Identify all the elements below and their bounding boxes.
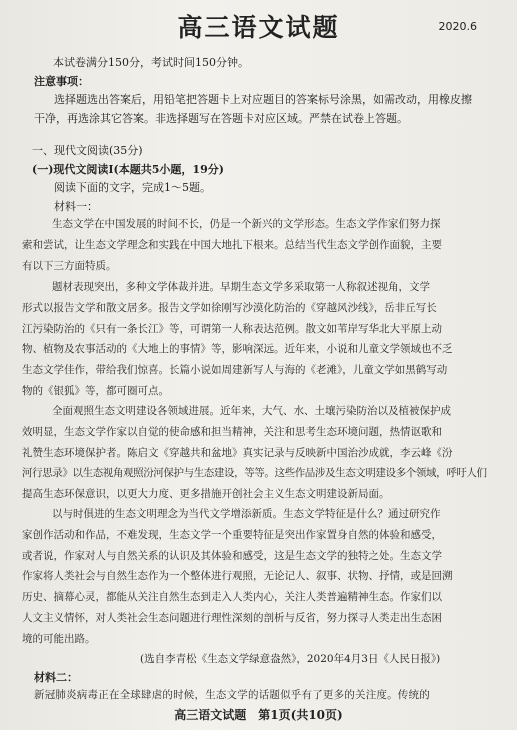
paragraph-line: 有以下三方面特质。 bbox=[22, 259, 117, 272]
paragraph-line: 全面观照生态文明建设各领域进展。近年来，大气、水、土壤污染防治以及植被保护成 bbox=[52, 405, 451, 417]
paragraph-line: 家创作活动和作品，不难发现，生态文学一个重要特征是突出作家置身自然的体验和感受， bbox=[22, 528, 442, 541]
paragraph-3 bbox=[22, 401, 492, 505]
paragraph-line: 生态文学在中国发展的时间不长，仍是一个新兴的文学形态。生态文学作家们努力探 bbox=[52, 218, 441, 230]
paragraph-line: 物的《银狐》等，都可圈可点。 bbox=[22, 384, 169, 397]
paragraph-4 bbox=[22, 504, 492, 650]
paragraph-line: 人文主义情怀，对人类社会生态问题进行理性深刻的剖析与反省，努力探寻人类走出生态困 bbox=[22, 611, 442, 624]
paragraph-line: 礼赞生态环境保护者。陈启文《穿越共和盆地》真实记录与反映新中国治沙成就，李云峰《汾 bbox=[22, 446, 453, 459]
paragraph-line: 或者说，作家对人与自然关系的认识及其体验和感受，这是生态文学的独特之处。生态文学 bbox=[22, 549, 442, 562]
paragraph-line: 境的可能出路。 bbox=[22, 632, 96, 645]
paragraph-line: 题材表现突出，多种文学体裁并进。早期生态文学多采取第一人称叙述视角，文学 bbox=[52, 281, 430, 293]
paragraph-line: 索和尝试，让生态文学理念和实践在中国大地扎下根来。总结当代生态文学创作面貌，主要 bbox=[22, 238, 442, 251]
exam-intro: 本试卷满分150分，考试时间150分钟。 bbox=[53, 56, 249, 69]
paragraph-1 bbox=[22, 214, 492, 276]
paragraph-2 bbox=[22, 277, 492, 402]
paragraph-line: 形式以报告文学和散文居多。报告文学如徐刚写沙漠化防治的《穿越风沙线》，岳非丘写长 bbox=[22, 301, 437, 314]
material-2-line: 新冠肺炎病毒正在全球肆虐的时候，生态文学的话题似乎有了更多的关注度。传统的 bbox=[34, 689, 430, 701]
page-title: 高三语文试题 bbox=[177, 13, 340, 42]
material-1-label: 材料一： bbox=[54, 200, 98, 213]
paragraph-line: 作家将人类社会与自然生态作为一个整体进行观照，无论记人、叙事、状物、抒情，或是回溯 bbox=[22, 570, 453, 583]
page-footer: 高三语文试题 第1页(共10页) bbox=[174, 708, 343, 722]
reading-instruction: 阅读下面的文字，完成1～5题。 bbox=[54, 181, 211, 194]
paragraph-line: 提高生态环保意识，以更大力度、更多措施开创社会主义生态文明建设新局面。 bbox=[22, 488, 390, 501]
paragraph-line: 历史、摘幕心灵，都能从关注自然生态到走入人类内心，关注人类普遍精神生态。作家们以 bbox=[22, 591, 442, 604]
paragraph-line: 生态文学佳作，带给我们惊喜。长篇小说如周建新写人与海的《老滩》，儿童文学如黑鹤写动 bbox=[22, 364, 448, 377]
material-1-citation: (选自李青松《生态文学绿意盎然》，2020年4月3日《人民日报》) bbox=[140, 653, 441, 665]
notice-heading: 注意事项： bbox=[34, 75, 89, 88]
paragraph-line: 物、植物及农事活动的《大地上的事情》等，影响深远。近年来，小说和儿童文学领域也不乏 bbox=[22, 343, 453, 356]
material-2-label: 材料二： bbox=[34, 671, 78, 684]
part-heading: (一)现代文阅读Ⅰ(本题共5小题，19分) bbox=[32, 163, 224, 176]
paragraph-line: 江污染防治的《只有一条长江》等，可谓第一人称表达范例。散文如苇岸写华北大平原上动 bbox=[22, 322, 442, 335]
paragraph-line: 效明显，生态文学作家以自觉的使命感和担当精神，关注和思考生态环境问题，热情讴歌和 bbox=[22, 425, 442, 438]
paragraph-line: 以与时俱进的生态文明理念为当代文学增添新质。生态文学特征是什么？通过研究作 bbox=[52, 508, 441, 520]
exam-date: 2020.6 bbox=[438, 20, 477, 33]
paragraph-line: 河行思录》以生态视角观照汾河保护与生态建设，等等。这些作品涉及生态文明建设多个领域，呼吁人们 bbox=[22, 467, 487, 480]
notice-line-1: 选择题选出答案后，用铅笔把答题卡上对应题目的答案标号涂黑，如需改动，用橡皮擦 bbox=[54, 93, 472, 106]
section-heading: 一、现代文阅读(35分) bbox=[32, 144, 143, 157]
notice-line-2: 干净，再选涂其它答案。非选择题写在答题卡对应区域。严禁在试卷上答题。 bbox=[34, 112, 408, 125]
